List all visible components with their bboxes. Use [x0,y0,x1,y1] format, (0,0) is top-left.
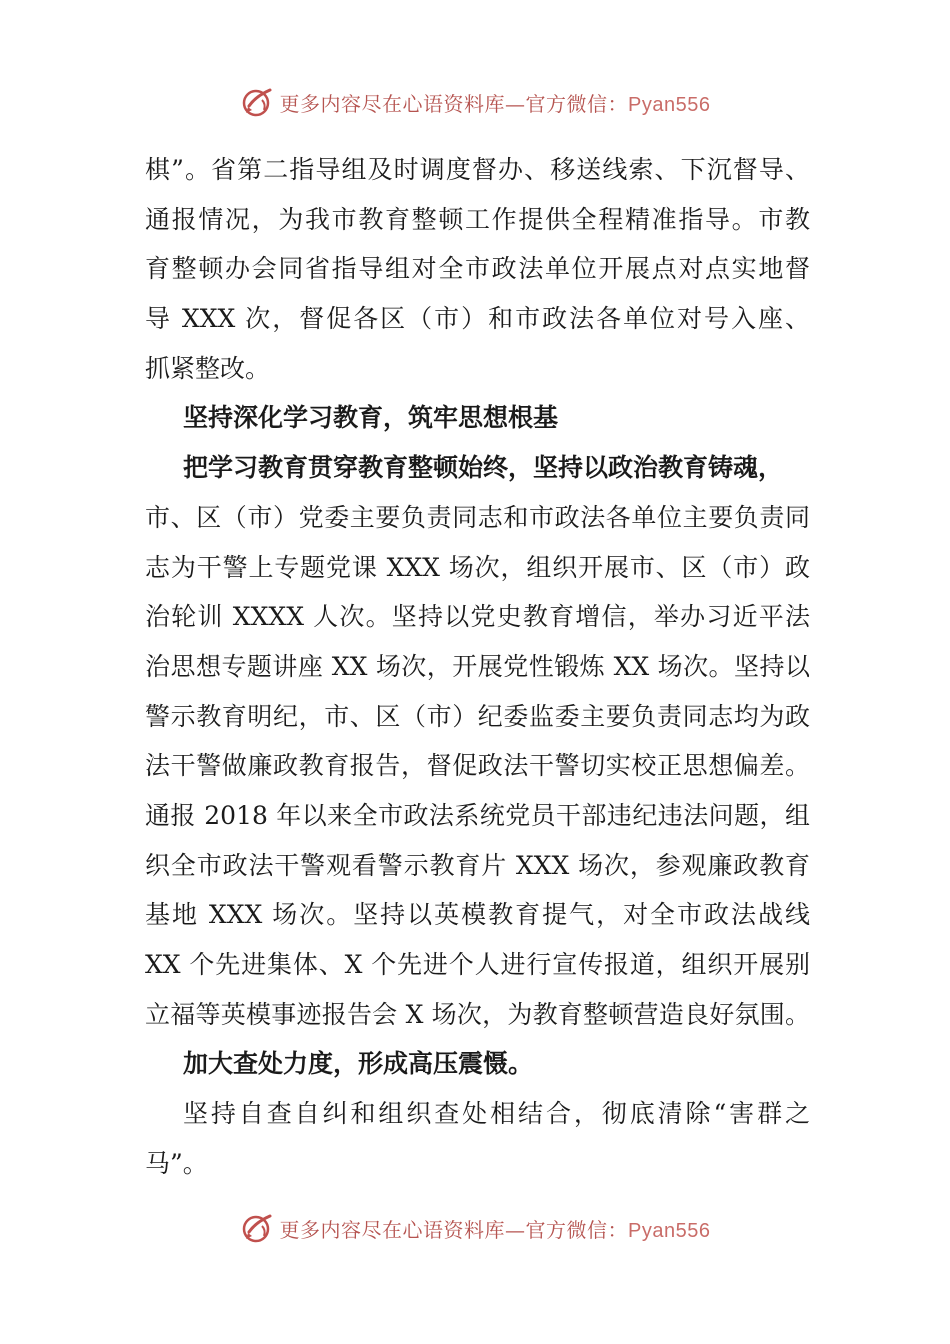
section-heading: 加大查处力度，形成高压震慑。 [183,1049,534,1079]
section-heading: 坚持深化学习教育，筑牢思想根基 [183,403,559,433]
text-line: 市、区（市）党委主要负责同志和市政法各单位主要负责同 [145,502,810,532]
text-line: XX 个先进集体、X 个先进个人进行宣传报道，组织开展别 [145,950,810,979]
wechat-id: Pyan556 [628,93,711,116]
text-line: 基地 XXX 场次。坚持以英模教育提气，对全市政法战线 [145,900,810,930]
watermark-text: 更多内容尽在心语资料库—官方微信：Pyan556 [279,1217,711,1242]
paragraph-lead: 把学习教育贯穿教育整顿始终，坚持以政治教育铸魂， [183,453,784,483]
text-line: 治思想专题讲座 XX 场次，开展党性锻炼 XX 场次。坚持以 [145,651,810,681]
text-line: 志为干警上专题党课 XXX 场次，组织开展市、区（市）政 [145,552,810,582]
text-line: 育整顿办会同省指导组对全市政法单位开展点对点实地督 [145,254,810,284]
text-line: 通报 2018 年以来全市政法系统党员干部违纪违法问题，组 [145,800,810,830]
watermark-banner-top [0,82,950,122]
text-line: 抓紧整改。 [145,353,271,383]
text-line: 棋”。省第二指导组及时调度督办、移送线索、下沉督导、 [145,155,810,184]
text-line: 立福等英模事迹报告会 X 场次，为教育整顿营造良好氛围。 [145,999,810,1029]
text-line: 通报情况，为我市教育整顿工作提供全程精准指导。市教 [145,204,810,234]
text-line: 织全市政法干警观看警示教育片 XXX 场次，参观廉政教育 [145,850,810,880]
text-line: 坚持自查自纠和组织查处相结合，彻底清除“害群之 [183,1099,810,1129]
text-line: 马”。 [145,1148,208,1178]
pen-logo-icon [240,84,276,120]
wechat-id: Pyan556 [628,1219,711,1242]
watermark-banner-bottom [0,1208,950,1248]
pen-logo-icon [240,1210,276,1246]
text-line: 法干警做廉政教育报告，督促政法干警切实校正思想偏差。 [145,751,810,781]
document-body [145,145,810,1188]
watermark-text: 更多内容尽在心语资料库—官方微信：Pyan556 [279,91,711,116]
text-line: 警示教育明纪，市、区（市）纪委监委主要负责同志均为政 [145,701,810,731]
text-line: 导 XXX 次，督促各区（市）和市政法各单位对号入座、 [145,304,810,334]
text-line: 治轮训 XXXX 人次。坚持以党史教育增信，举办习近平法 [145,602,810,632]
